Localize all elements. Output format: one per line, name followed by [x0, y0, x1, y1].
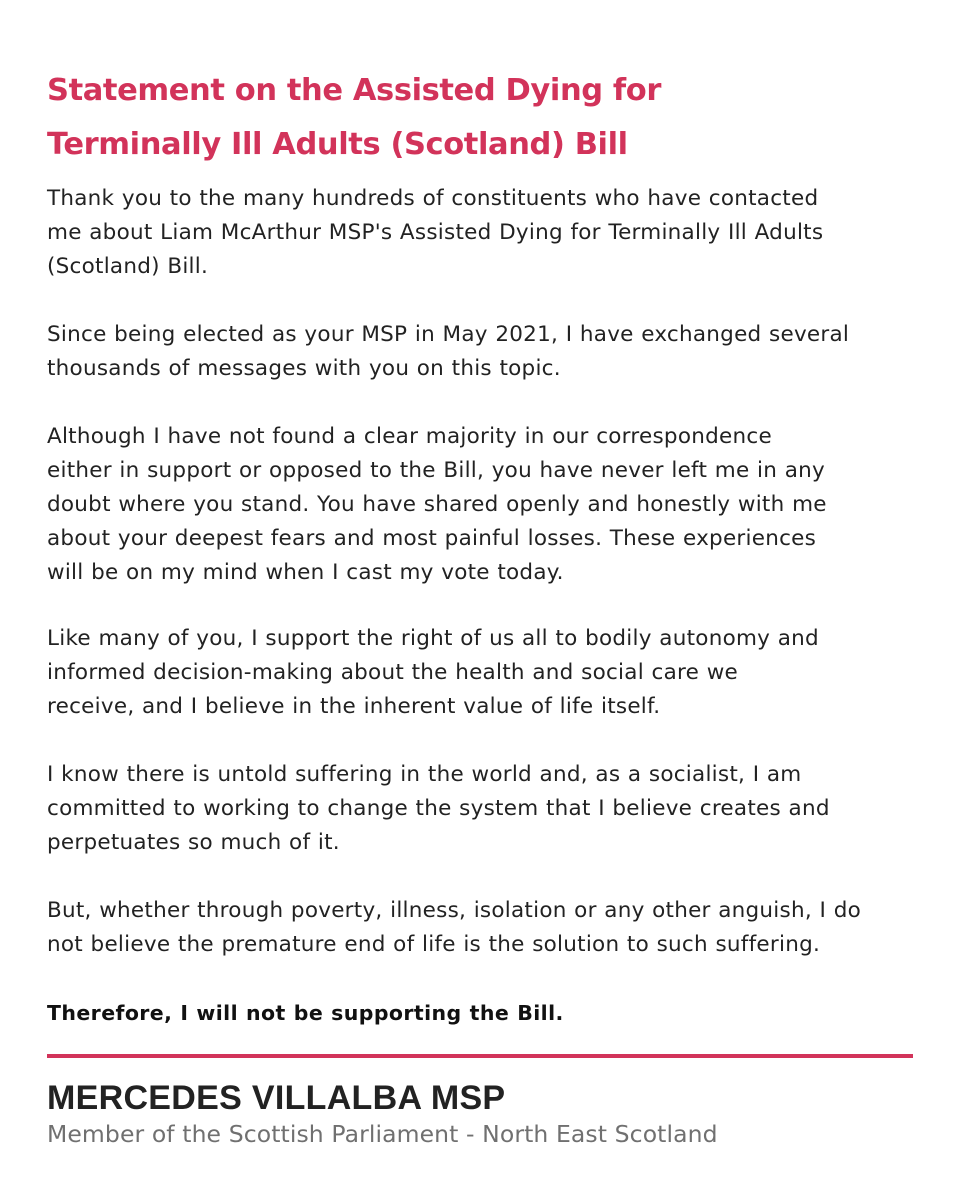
signature-role: Member of the Scottish Parliament - North East Scotland — [47, 1120, 718, 1148]
paragraph-line: about your deepest fears and most painful losses. These experiences — [47, 526, 817, 551]
title-line: Statement on the Assisted Dying for — [47, 73, 661, 108]
paragraph-line: (Scotland) Bill. — [47, 254, 209, 279]
paragraph-line: I know there is untold suffering in the world and, as a socialist, I am — [47, 762, 802, 787]
paragraph-line: Thank you to the many hundreds of constituents who have contacted — [47, 186, 819, 211]
paragraph-belief — [47, 894, 927, 962]
paragraph-line: will be on my mind when I cast my vote today. — [47, 560, 564, 585]
paragraph-line: But, whether through poverty, illness, isolation or any other anguish, I do — [47, 898, 862, 923]
statement-title — [47, 64, 907, 172]
paragraph-suffering — [47, 758, 927, 860]
paragraph-line: not believe the premature end of life is the solution to such suffering. — [47, 932, 821, 957]
paragraph-line: doubt where you stand. You have shared openly and honestly with me — [47, 492, 827, 517]
paragraph-thanks — [47, 182, 927, 284]
paragraph-line: me about Liam McArthur MSP's Assisted Dying for Terminally Ill Adults — [47, 220, 824, 245]
paragraph-line: informed decision-making about the health and social care we — [47, 660, 739, 685]
signature-divider — [47, 1054, 913, 1058]
signature-name: MERCEDES VILLALBA MSP — [47, 1079, 506, 1117]
paragraph-line: perpetuates so much of it. — [47, 830, 340, 855]
conclusion-statement — [47, 996, 927, 1030]
paragraph-line: Since being elected as your MSP in May 2021, I have exchanged several — [47, 322, 850, 347]
conclusion-line: Therefore, I will not be supporting the Bill. — [47, 1001, 564, 1025]
paragraph-line: either in support or opposed to the Bill, you have never left me in any — [47, 458, 825, 483]
paragraph-since-elected — [47, 318, 927, 386]
title-line: Terminally Ill Adults (Scotland) Bill — [47, 127, 628, 162]
paragraph-line: committed to working to change the system that I believe creates and — [47, 796, 830, 821]
paragraph-line: Although I have not found a clear majority in our correspondence — [47, 424, 772, 449]
paragraph-line: receive, and I believe in the inherent value of life itself. — [47, 694, 661, 719]
paragraph-line: thousands of messages with you on this topic. — [47, 356, 561, 381]
paragraph-correspondence — [47, 420, 927, 590]
paragraph-line: Like many of you, I support the right of us all to bodily autonomy and — [47, 626, 819, 651]
paragraph-autonomy — [47, 622, 927, 724]
